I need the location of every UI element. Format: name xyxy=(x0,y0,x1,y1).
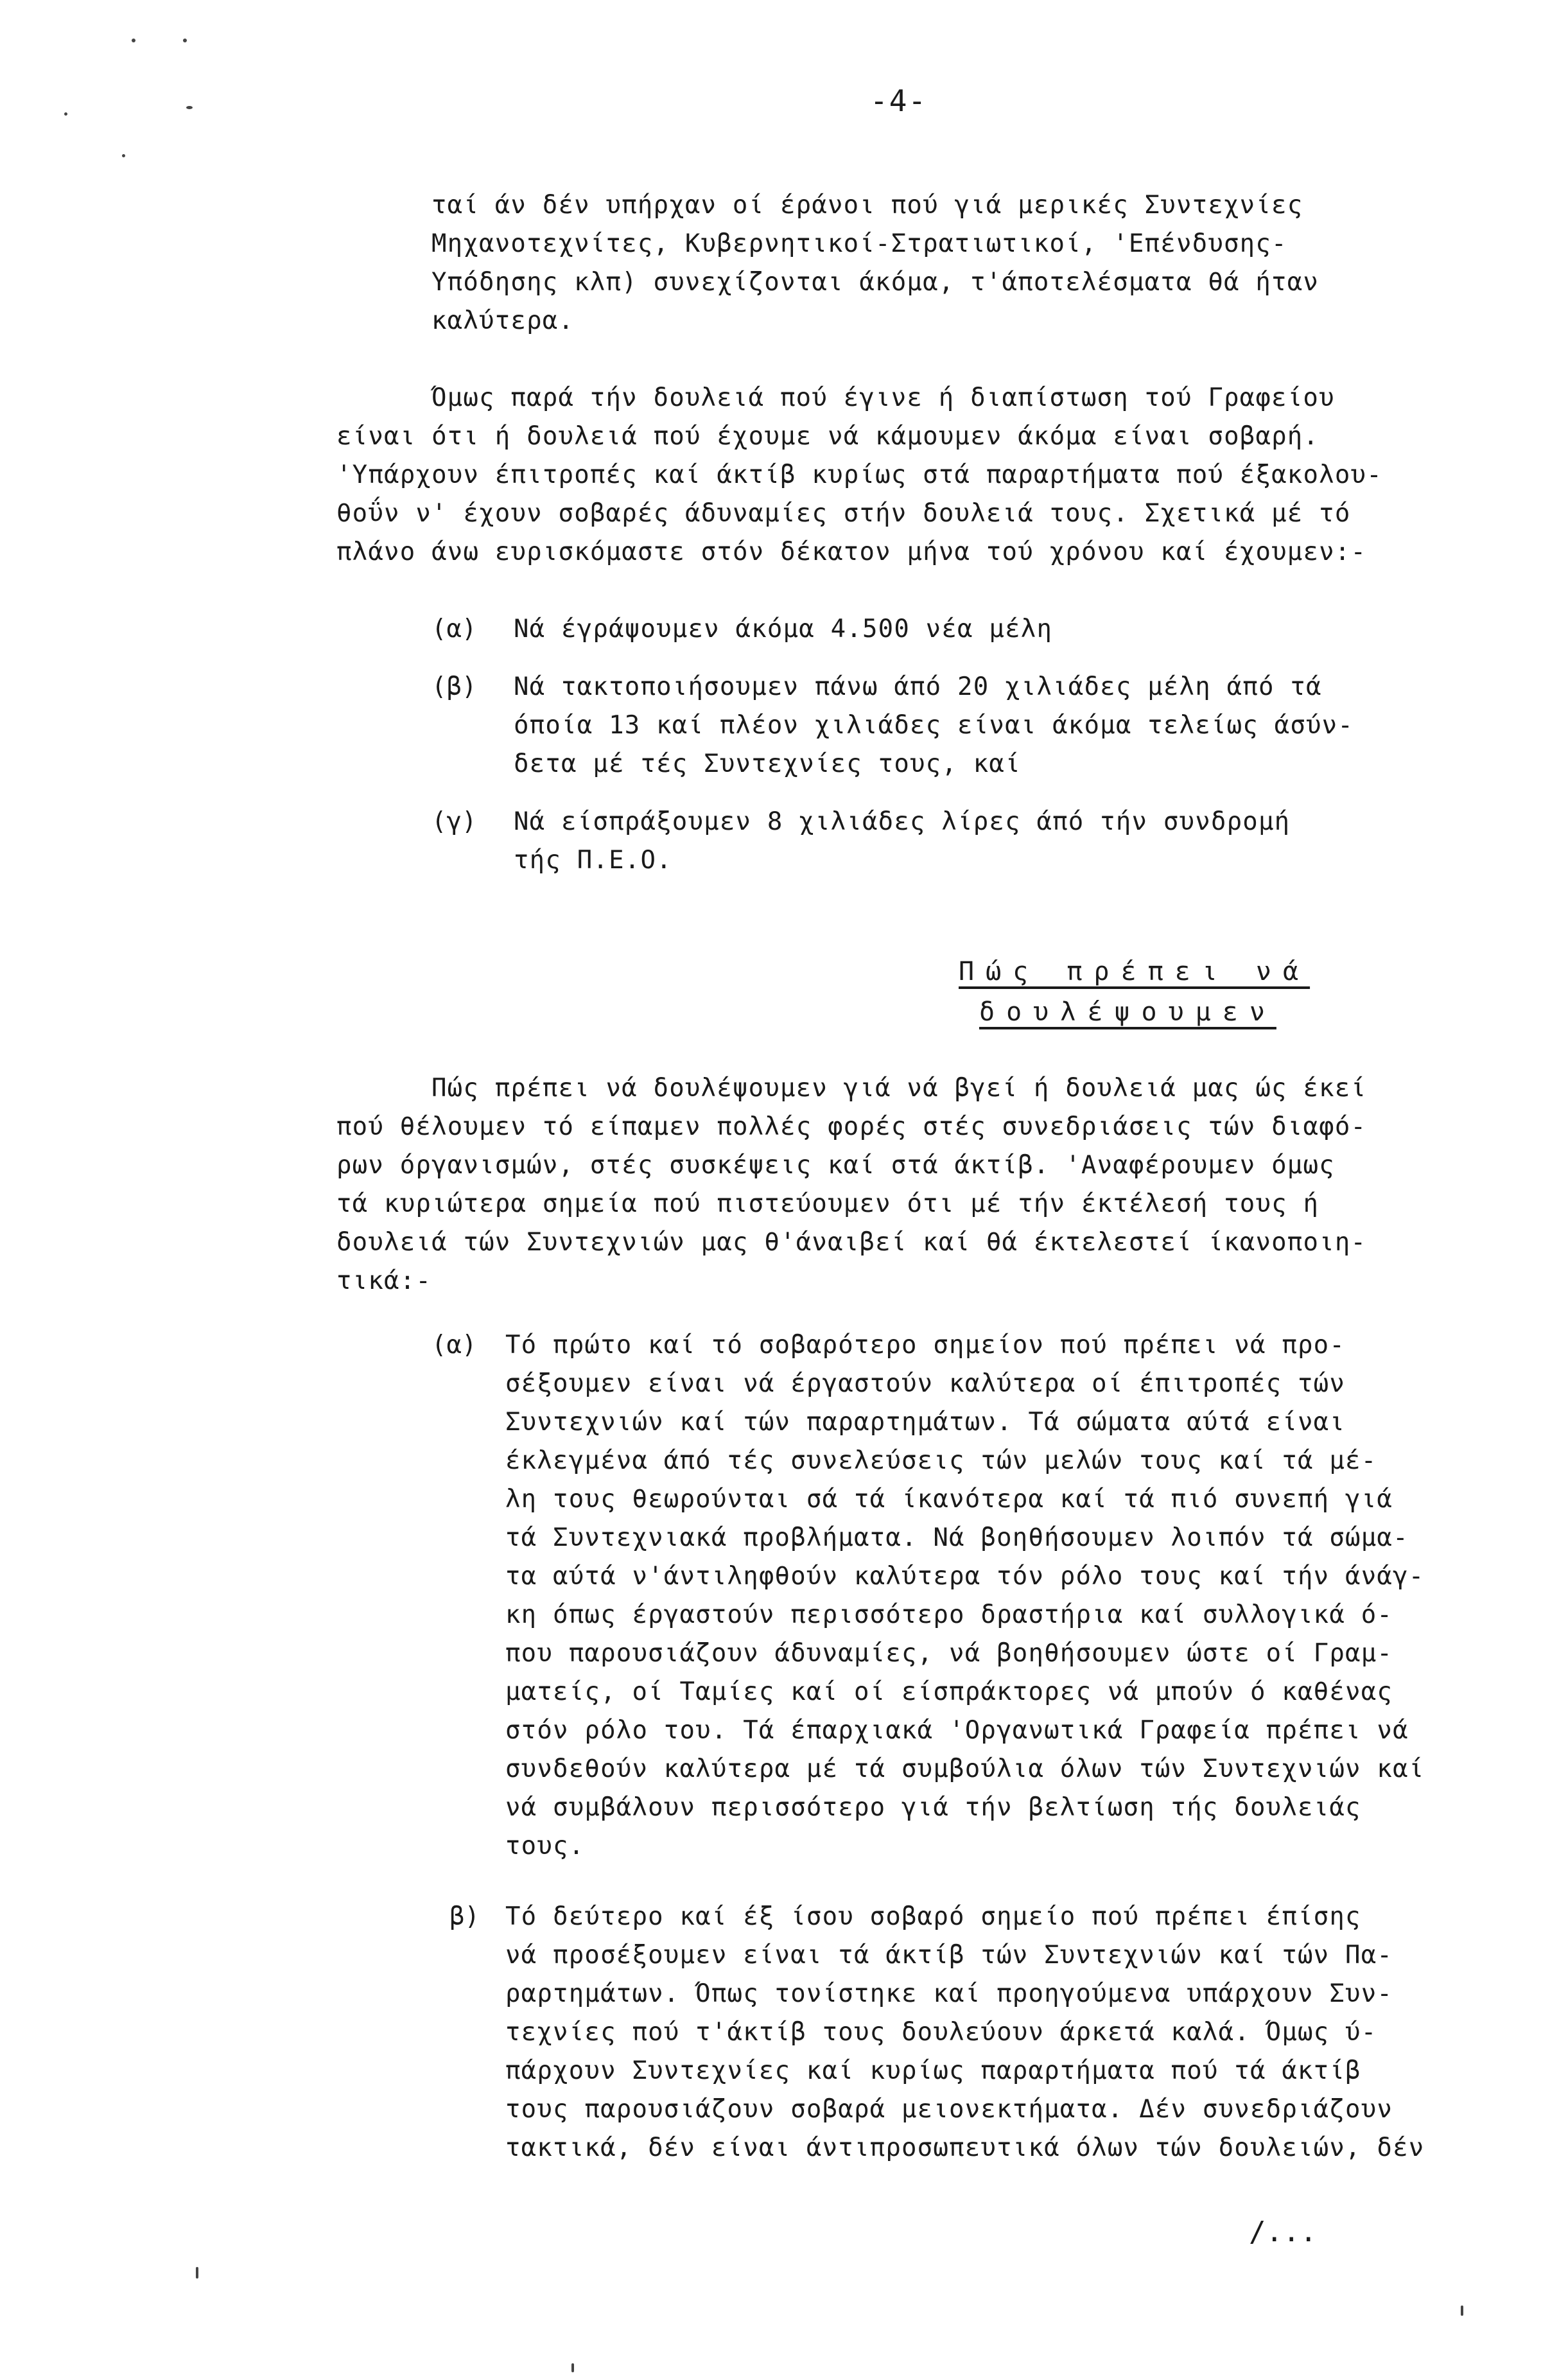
text-line: καλύτερα. xyxy=(431,306,575,335)
scan-speck xyxy=(132,39,135,42)
section-heading-line2: δουλέψουμεν xyxy=(979,997,1276,1027)
text-line: είναι ότι ή δουλειά πού έχουμε νά κάμουμεν άκόμα είναι σοβαρή. xyxy=(336,422,1319,451)
list-item: δετα μέ τές Συντεχνίες τους, καί xyxy=(514,749,1021,778)
text-line: συνδεθούν καλύτερα μέ τά συμβούλια όλων τών Συντεχνιών καί xyxy=(505,1754,1425,1783)
text-line: νά συμβάλουν περισσότερο γιά τήν βελτίωση τής δουλειάς xyxy=(505,1793,1361,1822)
text-line: Μηχανοτεχνίτες, Κυβερνητικοί-Στρατιωτικοί, 'Επένδυσης- xyxy=(431,229,1287,258)
text-line: λη τους θεωρούνται σά τά ίκανότερα καί τά πιό συνεπή γιά xyxy=(505,1485,1393,1514)
scan-speck xyxy=(571,2363,574,2372)
list-label: β) xyxy=(449,1902,480,1931)
scan-speck xyxy=(186,106,193,109)
list-item: όποία 13 καί πλέον χιλιάδες είναι άκόμα τελείως άσύν- xyxy=(514,711,1354,740)
scan-speck xyxy=(196,2267,198,2279)
list-label: (β) xyxy=(431,672,477,701)
continuation-mark: /... xyxy=(1249,2216,1317,2248)
text-line: Υπόδησης κλπ) συνεχίζονται άκόμα, τ'άποτελέσματα θά ήταν xyxy=(431,268,1319,297)
text-line: στόν ρόλο του. Τά έπαρχιακά 'Οργανωτικά Γραφεία πρέπει νά xyxy=(505,1716,1409,1745)
text-line: τά κυριώτερα σημεία πού πιστεύουμεν ότι μέ τήν έκτέλεσή τους ή xyxy=(336,1189,1319,1218)
text-line: νά προσέξουμεν είναι τά άκτίβ τών Συντεχνιών καί τών Πα- xyxy=(505,1941,1393,1970)
text-line: τά Συντεχνιακά προβλήματα. Νά βοηθήσουμεν λοιπόν τά σώμα- xyxy=(505,1523,1409,1552)
text-line: πάρχουν Συντεχνίες καί κυρίως παραρτήματα πού τά άκτίβ xyxy=(505,2056,1361,2085)
text-line: τεχνίες πού τ'άκτίβ τους δουλεύουν άρκετά καλά. Όμως ύ- xyxy=(505,2018,1377,2047)
text-line: πλάνο άνω ευρισκόμαστε στόν δέκατον μήνα τού χρόνου καί έχουμεν:- xyxy=(336,538,1367,566)
list-item: Νά είσπράξουμεν 8 χιλιάδες λίρες άπό τήν συνδρομή xyxy=(514,807,1291,836)
text-line: έκλεγμένα άπό τές συνελεύσεις τών μελών τους καί τά μέ- xyxy=(505,1446,1377,1475)
list-label: (α) xyxy=(431,1331,477,1360)
list-item: Νά έγράψουμεν άκόμα 4.500 νέα μέλη xyxy=(514,615,1053,643)
page-number: -4- xyxy=(870,83,928,118)
text-line: τικά:- xyxy=(336,1266,432,1295)
text-line: τα αύτά ν'άντιληφθούν καλύτερα τόν ρόλο τους καί τήν άνάγ- xyxy=(505,1562,1425,1591)
text-line: ραρτημάτων. Όπως τονίστηκε καί προηγούμενα υπάρχουν Συν- xyxy=(505,1979,1393,2008)
scan-speck xyxy=(1461,2306,1463,2316)
text-line: ταί άν δέν υπήρχαν οί έράνοι πού γιά μερικές Συντεχνίες xyxy=(431,191,1303,220)
text-line: που παρουσιάζουν άδυναμίες, νά βοηθήσουμεν ώστε οί Γραμ- xyxy=(505,1639,1393,1668)
text-line: σέξουμεν είναι νά έργαστούν καλύτερα οί έπιτροπές τών xyxy=(505,1369,1346,1398)
text-line: ρων όργανισμών, στές συσκέψεις καί στά άκτίβ. 'Αναφέρουμεν όμως xyxy=(336,1151,1335,1180)
section-heading-line1: Πώς πρέπει νά xyxy=(959,957,1311,986)
list-label: (α) xyxy=(431,615,477,643)
text-line: κη όπως έργαστούν περισσότερο δραστήρια καί συλλογικά ό- xyxy=(505,1600,1393,1629)
text-line: Πώς πρέπει νά δουλέψουμεν γιά νά βγεί ή δουλειά μας ώς έκεί xyxy=(431,1074,1367,1103)
text-line: Τό δεύτερο καί έξ ίσου σοβαρό σημείο πού πρέπει έπίσης xyxy=(505,1902,1361,1931)
text-line: τους παρουσιάζουν σοβαρά μειονεκτήματα. Δέν συνεδριάζουν xyxy=(505,2095,1393,2124)
scan-speck xyxy=(122,154,125,157)
text-line: τακτικά, δέν είναι άντιπροσωπευτικά όλων τών δουλειών, δέν xyxy=(505,2133,1425,2162)
text-line: πού θέλουμεν τό είπαμεν πολλές φορές στές συνεδριάσεις τών διαφό- xyxy=(336,1112,1367,1141)
text-line: τους. xyxy=(505,1832,585,1860)
text-line: θοΰν ν' έχουν σοβαρές άδυναμίες στήν δουλειά τους. Σχετικά μέ τό xyxy=(336,499,1351,528)
scan-speck xyxy=(64,112,67,116)
scan-speck xyxy=(183,39,187,42)
text-line: Συντεχνιών καί τών παραρτημάτων. Τά σώματα αύτά είναι xyxy=(505,1408,1346,1437)
list-item: Νά τακτοποιήσουμεν πάνω άπό 20 χιλιάδες μέλη άπό τά xyxy=(514,672,1322,701)
text-line: ματείς, οί Ταμίες καί οί είσπράκτορες νά μπούν ό καθένας xyxy=(505,1677,1393,1706)
list-label: (γ) xyxy=(431,807,477,836)
list-item: τής Π.Ε.Ο. xyxy=(514,846,672,875)
text-line: 'Υπάρχουν έπιτροπές καί άκτίβ κυρίως στά παραρτήματα πού έξακολου- xyxy=(336,460,1382,489)
text-line: Τό πρώτο καί τό σοβαρότερο σημείον πού πρέπει νά προ- xyxy=(505,1331,1346,1360)
text-line: Όμως παρά τήν δουλειά πού έγινε ή διαπίστωση τού Γραφείου xyxy=(431,383,1335,412)
text-line: δουλειά τών Συντεχνιών μας θ'άναιβεί καί θά έκτελεστεί ίκανοποιη- xyxy=(336,1228,1367,1257)
